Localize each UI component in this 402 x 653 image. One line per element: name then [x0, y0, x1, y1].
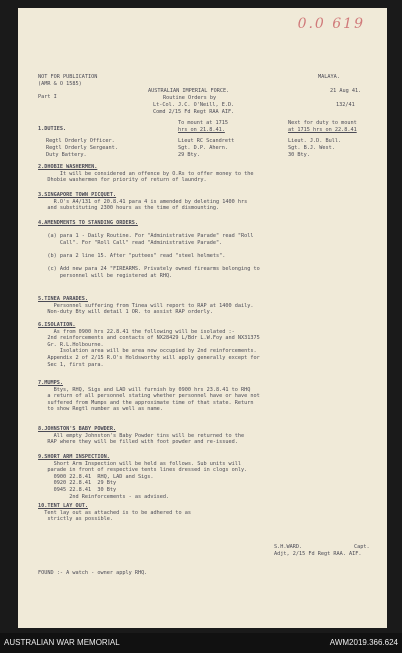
order-item: [38, 380, 378, 413]
item-text: Tent lay out as attached is to be adhered to as strictly as possible.: [44, 509, 192, 523]
duty-next: 30 Bty.: [288, 152, 310, 158]
signature-rank: Capt.: [354, 544, 370, 550]
archive-footer: [0, 633, 402, 653]
duty-current: Sgt. D.P. Ahern.: [178, 145, 228, 151]
duties-title: 1.DUTIES.: [38, 126, 67, 132]
order-number: 132/41: [336, 102, 355, 108]
duties-col1-head: To mount at 1715: [178, 120, 228, 126]
item-text: Btys, RHQ, Sigs and LAD will furnish by 0900 hrs 23.8.41 to RHQ a return of all personnel stating whether personnel have or have not suffered from Mumps and the approximate time of that state. Return to show Regtl number as well as name.: [47, 386, 260, 413]
item-title: 2.DHOBIE WASHERMEN.: [38, 164, 98, 170]
archive-name: AUSTRALIAN WAR MEMORIAL: [4, 638, 120, 647]
duty-next: Sgt. B.J. West.: [288, 145, 335, 151]
routine-orders: Routine Orders by: [163, 95, 217, 101]
found-notice: FOUND :- A watch - owner apply RHQ.: [38, 570, 148, 576]
item-title: 6.ISOLATION.: [38, 322, 76, 328]
item-text: As from 0900 hrs 22.8.41 the following will be isolated :- 2nd reinforcements and contacts of NX28429 L/Bdr L.W.Foy and NX31375 Gr. R.L.Holbourne. Isolation area will be area now occupied by 2nd reinforcements. Appendix 2 of 2/15 R.O's Holdsworthy will apply generally except for Sec 1, first para.: [47, 328, 260, 368]
item-text: Personnel suffering from Tinea will report to RAP at 1400 daily. Non-duty Bty will detail 1 OR. to assist RAP orderly.: [47, 302, 254, 316]
order-item: [38, 454, 378, 500]
signature-appointment: Adjt, 2/15 Fd Regt RAA. AIF.: [274, 551, 362, 557]
duty-role: Regtl Orderly Officer.: [46, 138, 115, 144]
order-item: [38, 220, 378, 279]
duty-next: Lieut. J.D. Bull.: [288, 138, 342, 144]
order-item: [38, 296, 378, 316]
duties-col2-head: Next for duty to mount: [288, 120, 357, 126]
item-title: 4.AMENDMENTS TO STANDING ORDERS.: [38, 220, 138, 226]
duties-col2-sub: at 1715 hrs on 22.8.41: [288, 127, 357, 133]
order-date: 21 Aug 41.: [330, 88, 362, 94]
order-item: [38, 503, 378, 523]
document-page: [18, 8, 387, 628]
location: MALAYA.: [318, 74, 340, 80]
item-title: 7.MUMPS.: [38, 380, 63, 386]
order-item: [38, 164, 378, 184]
order-item: [38, 426, 378, 446]
item-text: Short Arm Inspection will be held as follows. Sub units will parade in front of respective tents lines dressed in clogs only. 0900 22.8.41 RHQ, LAD and Sigs. 0920 22.8.41 29 Bty 0945 22.8.41 30 Bty 2nd Reinforcements - as advised.: [47, 460, 248, 500]
item-title: 10.TENT LAY OUT.: [38, 503, 88, 509]
order-item: [38, 192, 378, 212]
item-text: R.O's A4/131 of 20.8.41 para 4 is amended by deleting 1400 hrs and substituting 2300 hours as the time of dismounting.: [47, 198, 248, 212]
item-title: 9.SHORT ARM INSPECTION.: [38, 454, 110, 460]
order-item: [38, 322, 378, 368]
signature-name: S.H.WARD.: [274, 544, 303, 550]
duty-role: Duty Battery.: [46, 152, 87, 158]
part-label: Part I: [38, 94, 57, 100]
handwritten-reference: 0.0 619: [297, 16, 365, 32]
not-for-publication: NOT FOR PUBLICATION: [38, 74, 98, 80]
duty-current: Lieut RC Scandrett: [178, 138, 235, 144]
duties-col1-sub: hrs on 21.8.41.: [178, 127, 225, 133]
item-title: 5.TINEA PARADES.: [38, 296, 88, 302]
duty-role: Regtl Orderly Sergeant.: [46, 145, 118, 151]
amr-ref: (AMR & O 1585): [38, 81, 82, 87]
item-text: It will be considered an offence by O.Rs to offer money to the Dhobie washermen for priority of return of laundry.: [47, 170, 254, 184]
duty-current: 29 Bty.: [178, 152, 200, 158]
archive-id: AWM2019.366.624: [329, 638, 398, 647]
item-text: (a) para 1 - Daily Routine. For "Administrative Parade" read "Roll Call". For "Roll Call" read "Administrative Parade". (b) para 2 line 15. After "puttees" read "steel helmets". (c) Add new para 24 "FIREARMS. Privately owned firearms belonging to personnel will be registered at RHQ.: [47, 233, 260, 279]
command: Comd 2/15 Fd Regt RAA AIF.: [153, 109, 235, 115]
item-title: 8.JOHNSTON'S BABY POWDER.: [38, 426, 117, 432]
item-text: All empty Johnston's Baby Powder tins will be returned to the RAP where they will be filled with foot powder and re-issued.: [47, 432, 245, 446]
force-name: AUSTRALIAN IMPERIAL FORCE.: [148, 88, 230, 94]
item-title: 3.SINGAPORE TOWN PICQUET.: [38, 192, 117, 198]
commander: Lt-Col. J.C. O'Neill, E.D.: [153, 102, 235, 108]
